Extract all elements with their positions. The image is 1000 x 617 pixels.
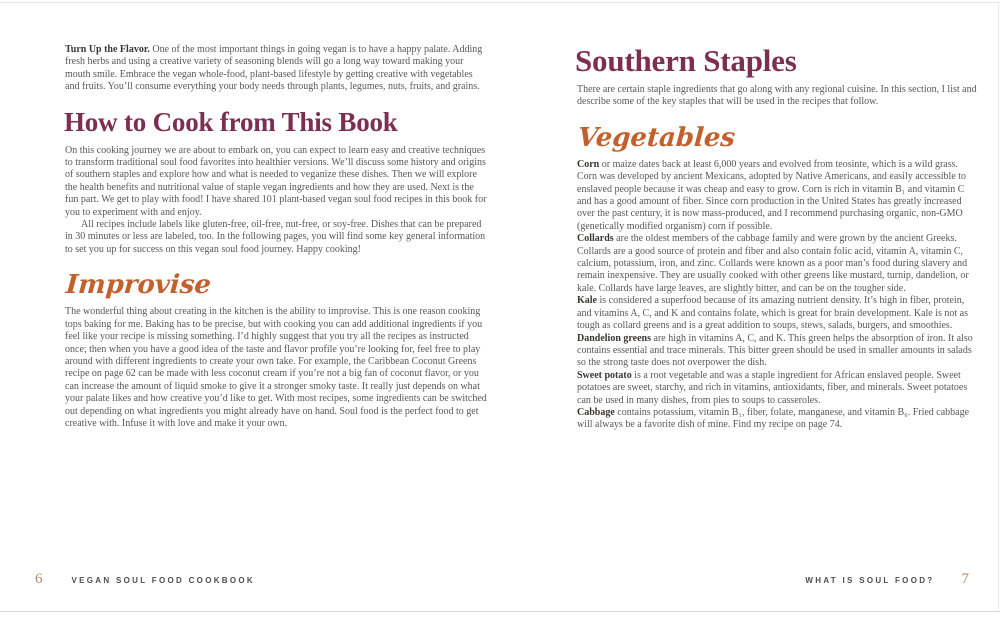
entry-term: Corn — [577, 158, 600, 170]
lead-text: One of the most important things in going vegan is to have a happy palate. Adding fresh herbs and using a creative variety of seasoning blends will go a long way toward making your mouth smile. Embrace the vegan whole-food, plant-based lifestyle by getting creative with vegetables and fruits. You’ll consume everything your body needs through plants, legumes, nuts, fruits, and grains. — [65, 44, 483, 93]
entry-kale — [577, 295, 979, 332]
lead-run-in: Turn Up the Flavor. — [65, 44, 150, 55]
entry-text: are the oldest members of the cabbage family and were grown by the ancient Greeks. Collards are a good source of protein and fiber and also contain folic acid, vitamin A, vitamin C, calcium, potassium, iron, and zinc. Collards were known as a poor man’s food during slavery and remain inexpensive. They are usually cooked with other greens like mustard, turnip, dandelion, or kale. Collards have large leaves, are slightly bitter, and can be on the tougher side. — [577, 233, 969, 294]
entry-text: is considered a superfood because of its amazing nutrient density. It’s high in fiber, protein, and vitamins A, C, and K and contains folate, which is great for brain development. Kale is not as tough as collard greens and is a great addition to soups, stews, salads, burgers, and smoothies. — [577, 295, 969, 332]
left-page-column — [65, 44, 489, 430]
entry-text: are high in vitamins A, C, and K. This green helps the absorption of iron. It also contains essential and trace minerals. This bitter green should be used in smaller amounts in salads so the strong taste does not overpower the dish. — [577, 332, 973, 369]
entry-text: or maize dates back at least 6,000 years and evolved from teosinte, which is a wild grass. Corn was developed by ancient Mexicans, adopted by Native Americans, and easily accessible to enslaved people because it was cheap and easy to grow. Corn is rich in vitamin B₁ and vitamin C and has a good amount of fiber. Since corn production in the United States has greatly increased over the past century, it is now mass-produced, and I recommend purchasing organic, non-GMO (genetically modified organism) corn if possible. — [577, 158, 967, 232]
right-page-column — [577, 44, 979, 432]
entry-term: Kale — [577, 295, 597, 307]
page-right-edge — [998, 3, 999, 611]
entry-dandelion-greens — [577, 333, 979, 370]
page-number-left: 6 — [35, 571, 43, 587]
entry-text: contains potassium, vitamin B₁, fiber, folate, manganese, and vitamin B₆. Fried cabbage will always be a favorite dish of mine. Find my recipe on page 74. — [577, 406, 970, 431]
entry-collards — [577, 233, 979, 295]
chapter-heading: How to Cook from This Book — [64, 106, 398, 137]
section-heading-improvise: Improvise — [64, 270, 213, 301]
page-number-right: 7 — [961, 571, 969, 587]
right-page-footer — [805, 571, 969, 588]
body-paragraph-2: All recipes include labels like gluten-free, oil-free, nut-free, or soy-free. Dishes that can be prepared in 30 minutes or less are labeled, too. In the following pages, you will find some key general information to set you up for success on this vegan soul food journey. Happy cooking! — [65, 219, 486, 255]
running-title-left: VEGAN SOUL FOOD COOKBOOK — [71, 576, 256, 585]
body-paragraph-3: The wonderful thing about creating in the kitchen is the ability to improvise. This is one reason cooking tops baking for me. Baking has to be precise, but with cooking you can add additional ingredients if you feel like your recipe is missing something. I’d highly suggest that you try all the recipes as instructed once; then when you have a good idea of the taste and flavor profile you’re looking for, feel free to play around with different ingredients to create your own take. For example, the Caribbean Coconut Greens recipe on page 62 can be made with less coconut cream if you’re not a big fan of coconut flavor, or you can increase the amount of liquid smoke to give it a stronger smoky taste. It really just depends on what your palate likes and how creative you’d like to get. With most recipes, some ingredients can be switched out depending on what ingredients you might already have on hand. Soul food is the perfect food to get creative with. Infuse it with love and make it your own. — [65, 306, 487, 429]
lead-paragraph — [65, 44, 489, 94]
chapter-heading-southern-staples: Southern Staples — [575, 43, 797, 78]
entry-term: Collards — [577, 233, 614, 245]
entry-term: Sweet potato — [577, 369, 632, 381]
body-paragraph-1: On this cooking journey we are about to embark on, you can expect to learn easy and creative techniques to transform traditional soul food favorites into healthier versions. We’ll discuss some history and origins of southern staples and explore how and what is needed to veganize these dishes. Then we will explore the health benefits and nutritional value of staple vegan ingredients and how they are used. Next is the fun part. We get to play with food! I have shared 101 plant-based vegan soul food recipes in this book for you to experiment with and enjoy. — [65, 144, 487, 218]
entry-text: is a root vegetable and was a staple ingredient for African enslaved people. Sweet potatoes are sweet, starchy, and rich in vitamins, antioxidants, fiber, and minerals. Sweet potatoes can be used in many dishes, from pies to soups to casseroles. — [577, 369, 968, 406]
page-top-edge — [0, 2, 1000, 3]
entry-cabbage — [577, 407, 979, 432]
entry-term: Cabbage — [577, 406, 615, 418]
left-page-footer — [35, 571, 255, 588]
intro-paragraph: There are certain staple ingredients that go along with any regional cuisine. In this section, I list and describe some of the key staples that will be used in the recipes that follow. — [577, 84, 977, 108]
page-bottom-edge — [0, 611, 1000, 612]
entry-corn — [577, 159, 979, 233]
running-title-right: WHAT IS SOUL FOOD? — [805, 576, 935, 585]
entry-sweet-potato — [577, 370, 979, 407]
entry-term: Dandelion greens — [577, 332, 651, 344]
section-heading-vegetables: Vegetables — [576, 122, 737, 153]
